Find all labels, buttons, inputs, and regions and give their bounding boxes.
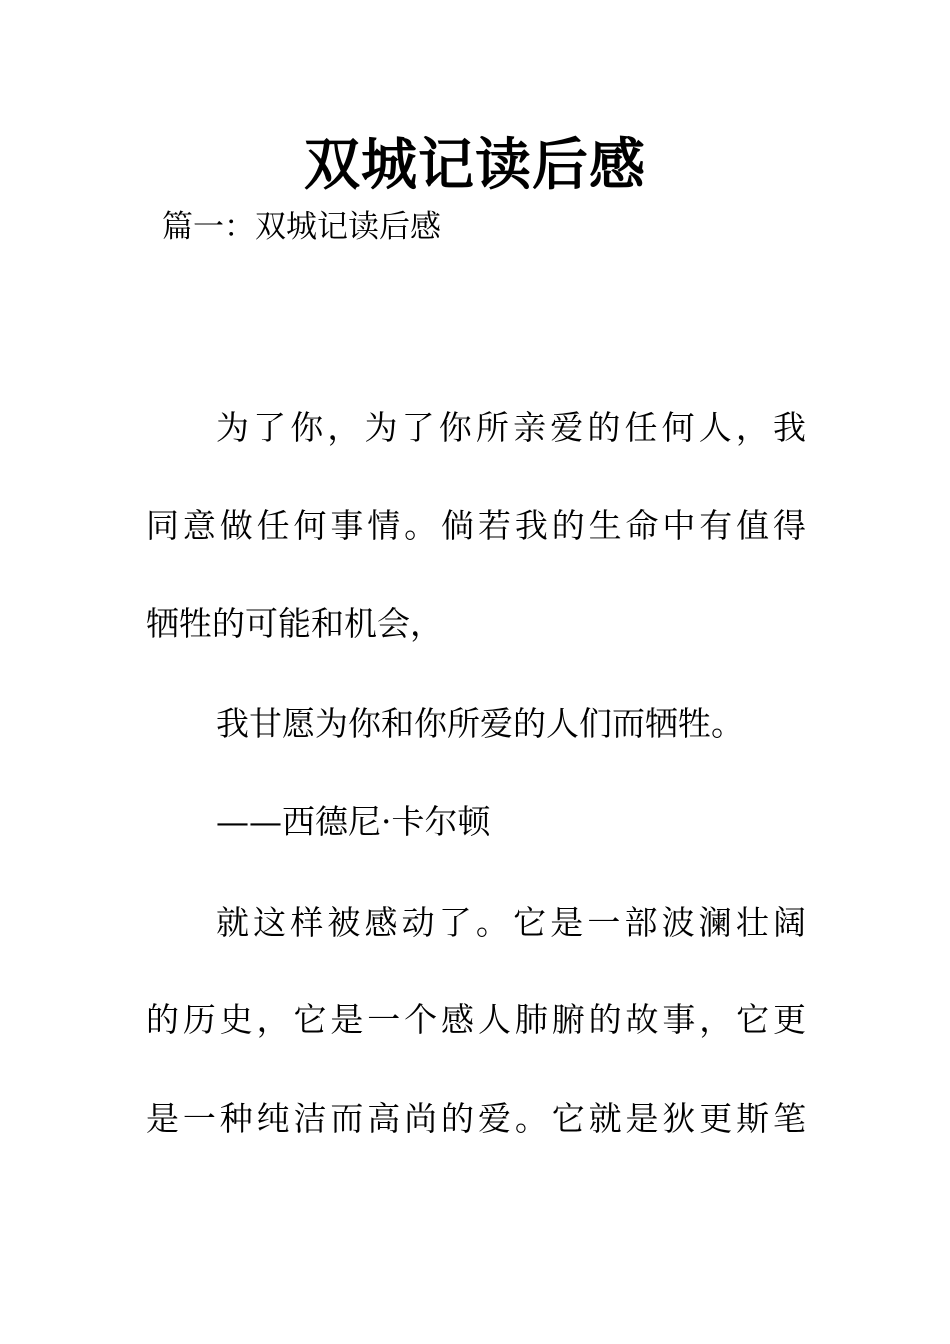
paragraph-line: 同意做任何事情。倘若我的生命中有值得: [146, 506, 806, 545]
document-subtitle: 篇一：双城记读后感: [162, 209, 441, 245]
paragraph-line: 的历史，它是一个感人肺腑的故事，它更: [146, 1000, 806, 1039]
paragraph-line: 是一种纯洁而高尚的爱。它就是狄更斯笔: [146, 1099, 806, 1138]
paragraph-line: 我甘愿为你和你所爱的人们而牺牲。: [216, 704, 744, 743]
quote-attribution: ——西德尼·卡尔顿: [216, 802, 491, 841]
document-title: 双城记读后感: [304, 133, 646, 198]
paragraph-line: 就这样被感动了。它是一部波澜壮阔: [216, 903, 806, 942]
paragraph-line: 牺牲的可能和机会，: [146, 604, 443, 643]
paragraph-line: 为了你，为了你所亲爱的任何人，我: [216, 408, 806, 447]
